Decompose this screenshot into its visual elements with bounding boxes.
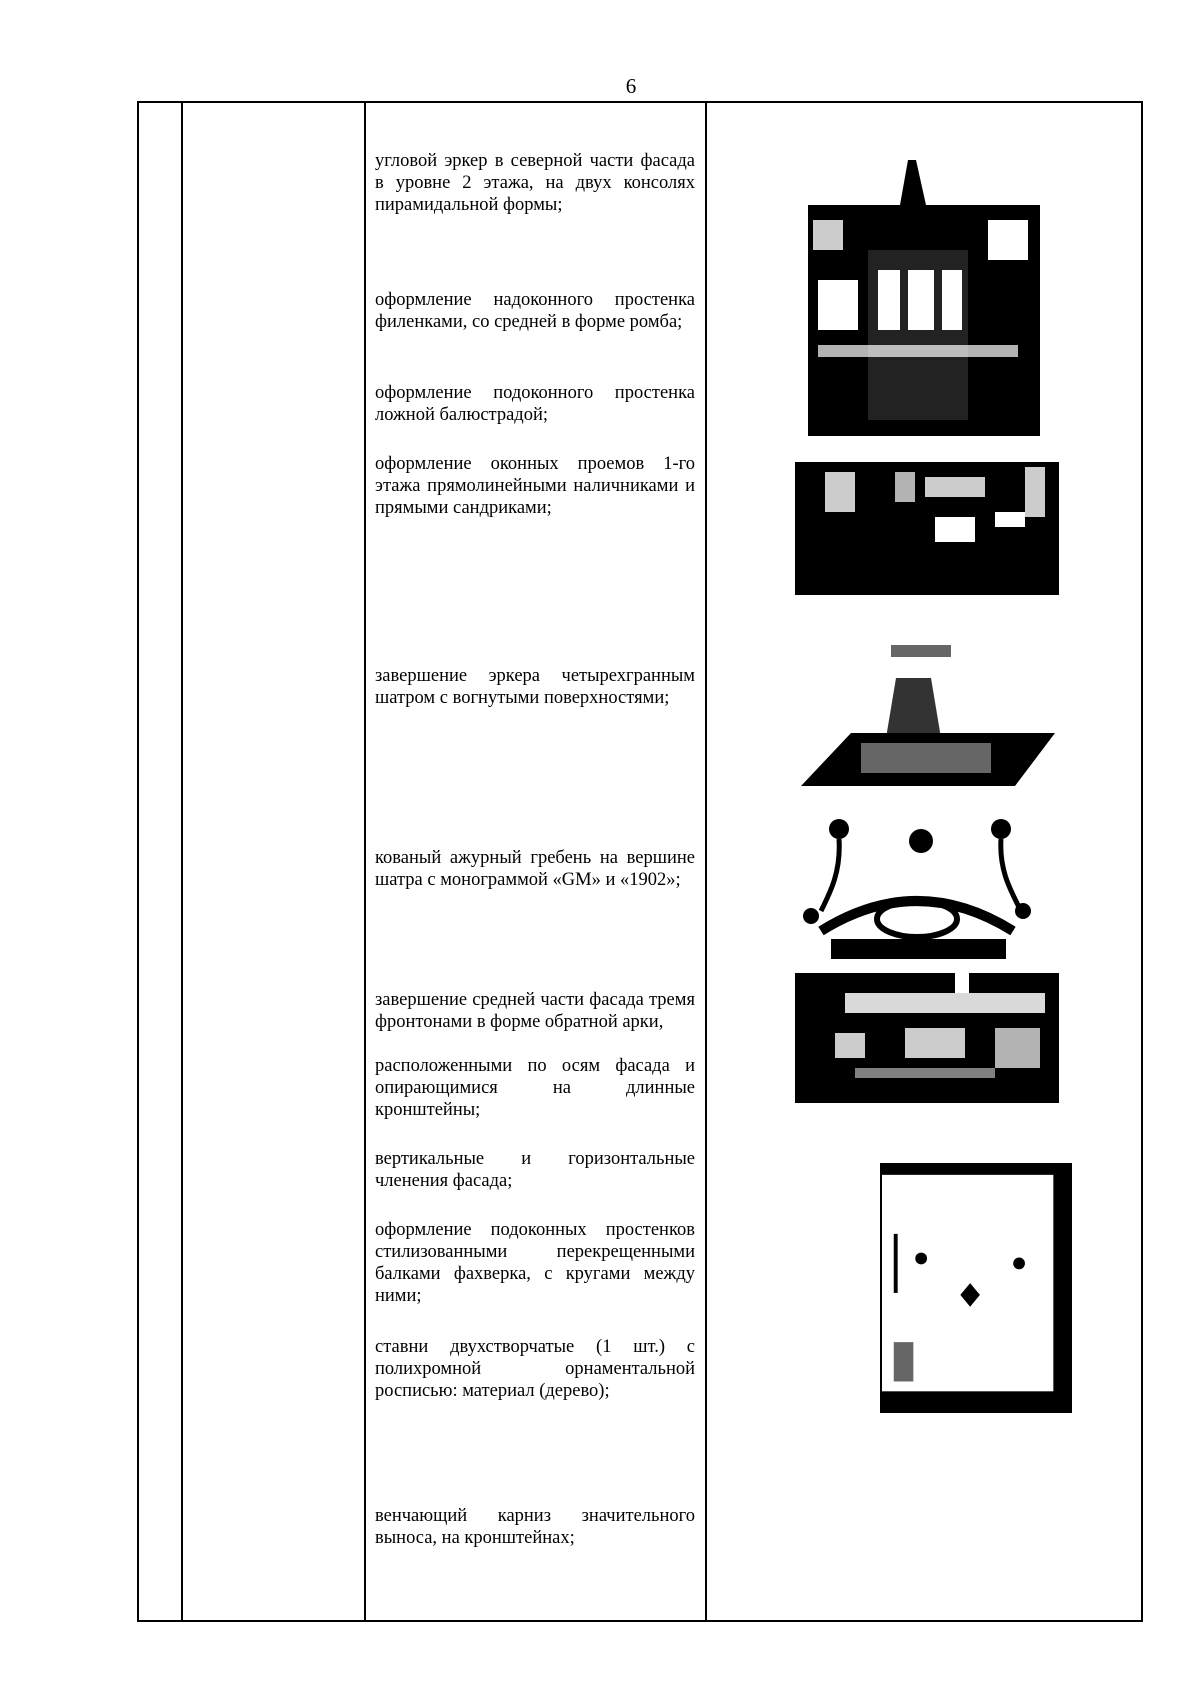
wrought-iron-crest-photo xyxy=(801,811,1033,959)
element-description: ставни двухстворчатые (1 шт.) с полихромной орнаментальной росписью: материал (дерево); xyxy=(375,1337,695,1401)
corner-bay-window-photo xyxy=(808,160,1040,436)
element-description: завершение эркера четырехгранным шатром с вогнутыми поверхностями; xyxy=(375,666,695,708)
column-divider xyxy=(364,103,366,1620)
element-description: оформление подоконного простенка ложной балюстрадой; xyxy=(375,383,695,425)
column-divider xyxy=(705,103,707,1620)
element-description: кованый ажурный гребень на вершине шатра с монограммой «GM» и «1902»; xyxy=(375,848,695,890)
first-floor-windows-photo xyxy=(795,462,1059,595)
element-description: угловой эркер в северной части фасада в уровне 2 этажа, на двух консолях пирамидальной формы; xyxy=(375,151,695,215)
element-description: оформление надоконного простенка филенками, со средней в форме ромба; xyxy=(375,290,695,332)
element-description: оформление подоконных простенков стилизованными перекрещенными балками фахверка, с кругами между ними; xyxy=(375,1220,695,1306)
element-description: венчающий карниз значительного выноса, на кронштейнах; xyxy=(375,1506,695,1548)
bay-tent-roof-photo xyxy=(801,633,1055,786)
facade-pediments-photo xyxy=(795,973,1059,1103)
element-description: расположенными по осям фасада и опирающимися на длинные кронштейны; xyxy=(375,1056,695,1120)
element-description: оформление оконных проемов 1-го этажа прямолинейными наличниками и прямыми сандриками; xyxy=(375,454,695,518)
painted-shutter-photo xyxy=(880,1163,1072,1413)
element-description: вертикальные и горизонтальные членения фасада; xyxy=(375,1149,695,1191)
page-number: 6 xyxy=(625,74,637,98)
column-divider xyxy=(181,103,183,1620)
document-table xyxy=(137,101,1143,1622)
element-description: завершение средней части фасада тремя фронтонами в форме обратной арки, xyxy=(375,990,695,1032)
